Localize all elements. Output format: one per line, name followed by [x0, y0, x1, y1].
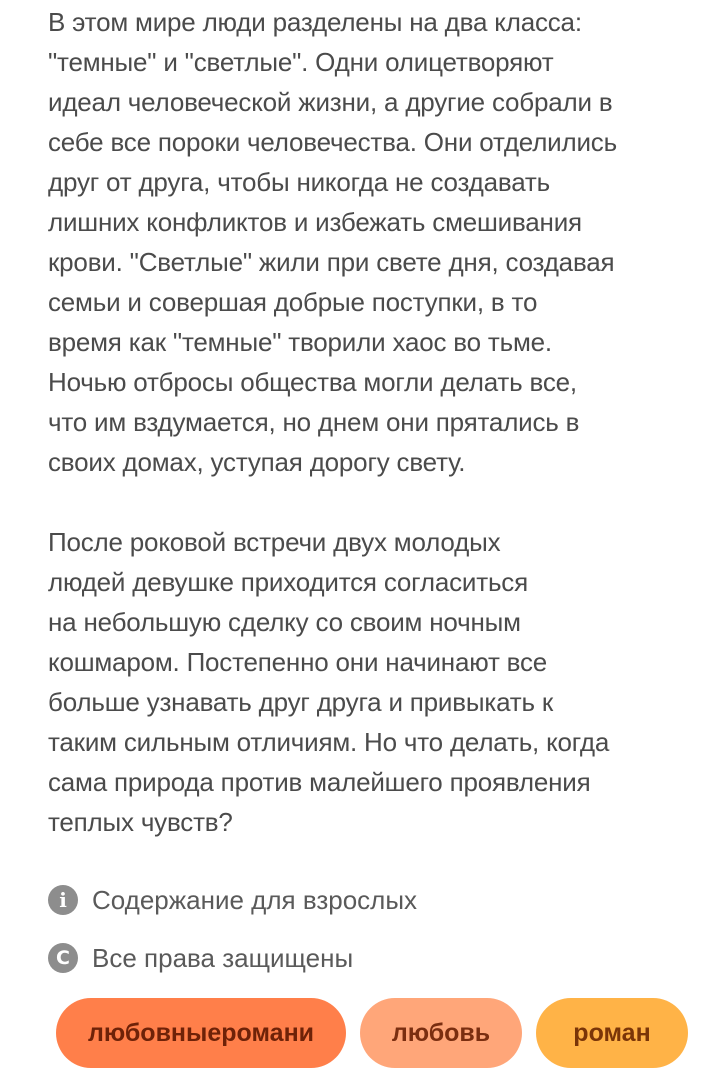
description-line: После роковой встречи двух молодых	[48, 527, 501, 557]
info-icon: i	[48, 885, 78, 915]
description-line: Ночью отбросы общества могли делать все,	[48, 367, 577, 397]
description-line: таким сильным отличиям. Но что делать, когда	[48, 727, 610, 757]
description-line: идеал человеческой жизни, а другие собрали в	[48, 87, 613, 117]
description-line: своих домах, уступая дорогу свету.	[48, 447, 466, 477]
description-line: что им вздумается, но днем они прятались в	[48, 407, 580, 437]
tag-roman[interactable]: роман	[536, 998, 688, 1068]
description-line: семьи и совершая добрые поступки, в то	[48, 287, 538, 317]
description-line: кошмаром. Постепенно они начинают все	[48, 647, 548, 677]
tag-lyubovnyeromany[interactable]: любовныеромани	[56, 998, 346, 1068]
adult-content-label: Содержание для взрослых	[92, 884, 418, 915]
description-line: себе все пороки человечества. Они отделились	[48, 127, 617, 157]
copyright-label: Все права защищены	[92, 942, 354, 973]
description-line: людей девушке приходится согласиться	[48, 567, 528, 597]
description-line: на небольшую сделку со своим ночным	[48, 607, 521, 637]
description-line: крови. "Светлые" жили при свете дня, создавая	[48, 247, 615, 277]
description-line: больше узнавать друг друга и привыкать к	[48, 687, 554, 717]
copyright-icon: C	[48, 943, 78, 973]
description-line: В этом мире люди разделены на два класса:	[48, 7, 582, 37]
description-line: сама природа против малейшего проявления	[48, 767, 591, 797]
description-paragraph	[48, 522, 609, 842]
copyright-notice	[48, 938, 353, 978]
tag-lyubov[interactable]: любовь	[360, 998, 522, 1068]
description-line: друг от друга, чтобы никогда не создавать	[48, 167, 550, 197]
description-line: лишних конфликтов и избежать смешивания	[48, 207, 582, 237]
description-line: время как "темные" творили хаос во тьме.	[48, 327, 552, 357]
tag-list	[56, 998, 720, 1070]
description-paragraph	[48, 2, 617, 482]
description-line: "темные" и "светлые". Одни олицетворяют	[48, 47, 554, 77]
adult-content-notice	[48, 880, 417, 920]
description-line: теплых чувств?	[48, 807, 233, 837]
